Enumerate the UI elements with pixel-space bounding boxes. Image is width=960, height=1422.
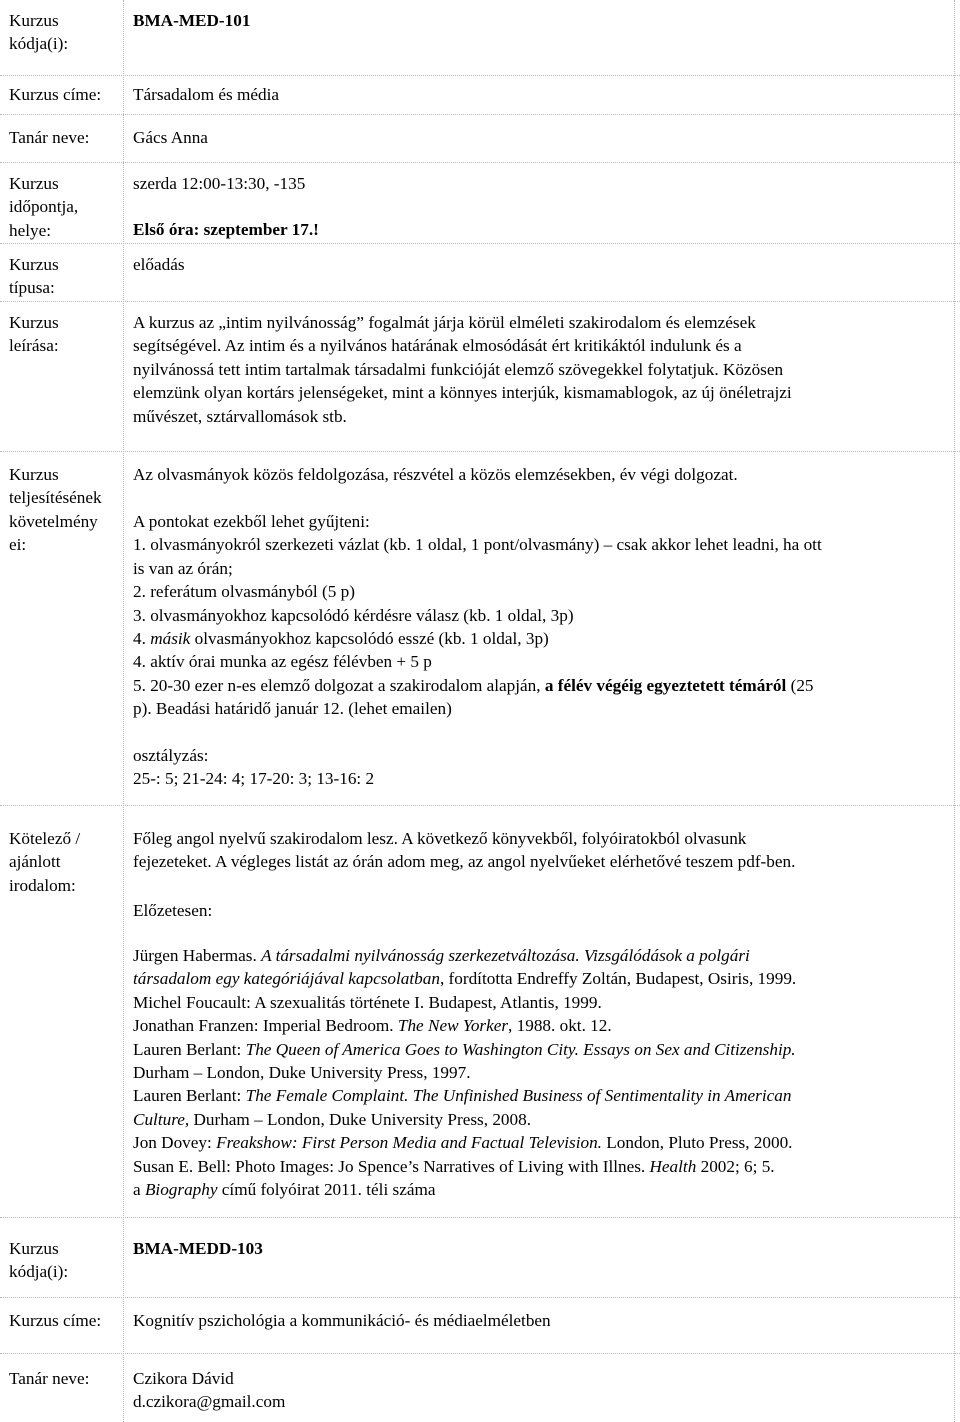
course-type: előadás — [133, 255, 185, 274]
requirement-item: p). Beadási határidő január 12. (lehet emailen) — [133, 699, 452, 719]
bibliography-item: Lauren Berlant: The Female Complaint. The Unfinished Business of Sentimentality in American — [133, 1086, 792, 1106]
row-divider — [0, 1353, 960, 1354]
course2-code-label: Kurzus kódja(i): — [9, 1239, 69, 1282]
requirement-item: is van az órán; — [133, 558, 233, 578]
points-title: A pontokat ezekből lehet gyűjteni: — [133, 512, 370, 531]
bibliography-item: Durham – London, Duke University Press, 1997. — [133, 1063, 471, 1083]
row-divider — [0, 162, 960, 163]
requirement-item: 4. másik olvasmányokhoz kapcsolódó esszé (kb. 1 oldal, 3p) — [133, 629, 549, 649]
course2-code: BMA-MEDD-103 — [133, 1239, 263, 1258]
requirements-list — [133, 510, 920, 721]
grading-scale: 25-: 5; 21-24: 4; 17-20: 3; 13-16: 2 — [133, 769, 375, 789]
bibliography-item: Jonathan Franzen: Imperial Bedroom. The New Yorker, 1988. okt. 12. — [133, 1016, 612, 1036]
teacher-name: Gács Anna — [133, 128, 208, 147]
requirement-item: 5. 20-30 ezer n-es elemző dolgozat a szakirodalom alapján, a félév végéig egyeztetett témáról (25 — [133, 675, 814, 695]
column-divider — [123, 0, 124, 1422]
bibliography-item: Michel Foucault: A szexualitás története I. Budapest, Atlantis, 1999. — [133, 992, 602, 1012]
teacher-email: d.czikora@gmail.com — [133, 1392, 286, 1412]
bibliography-item: a Biography című folyóirat 2011. téli száma — [133, 1180, 436, 1200]
course2-title: Kognitív pszichológia a kommunikáció- és médiaelméletben — [133, 1311, 551, 1330]
row-divider — [0, 301, 960, 302]
literature-label: Kötelező / ajánlott irodalom: — [9, 829, 81, 895]
bibliography — [133, 944, 920, 1201]
time-place-label: Kurzus időpontja, helye: — [9, 174, 79, 240]
right-border — [954, 0, 955, 1422]
first-class-date: Első óra: szeptember 17.! — [133, 220, 319, 239]
literature-intro: Főleg angol nyelvű szakirodalom lesz. A következő könyvekből, folyóiratokból olvasunk fejezeteket. A végleges listát az órán adom meg, az angol nyelvűeket elérhetővé teszem pdf-ben. — [133, 829, 796, 872]
grading-title: osztályzás: — [133, 746, 209, 765]
row-divider — [0, 75, 960, 76]
course2-teacher-label: Tanár neve: — [9, 1369, 90, 1388]
row-divider — [0, 805, 960, 806]
bibliography-item: Lauren Berlant: The Queen of America Goes to Washington City. Essays on Sex and Citizenship. — [133, 1039, 796, 1059]
requirement-item: 1. olvasmányokról szerkezeti vázlat (kb. 1 oldal, 1 pont/olvasmány) – csak akkor lehet leadni, ha ott — [133, 535, 822, 555]
bibliography-item: Jon Dovey: Freakshow: First Person Media and Factual Television. London, Pluto Press, 2000. — [133, 1133, 793, 1153]
bibliography-item: Susan E. Bell: Photo Images: Jo Spence’s Narratives of Living with Illnes. Health 2002; 6; 5. — [133, 1156, 775, 1176]
section-divider — [0, 1217, 960, 1218]
course-code-label: Kurzus kódja(i): — [9, 11, 69, 54]
bibliography-item: Jürgen Habermas. A társadalmi nyilvánosság szerkezetváltozása. Vizsgálódások a polgári — [133, 946, 750, 965]
bibliography-item: társadalom egy kategóriájával kapcsolatban, fordította Endreffy Zoltán, Budapest, Osiris, 1999. — [133, 969, 797, 989]
row-divider — [0, 1297, 960, 1298]
time-place: szerda 12:00-13:30, -135 — [133, 174, 306, 193]
literature-preliminary: Előzetesen: — [133, 901, 213, 920]
row-divider — [0, 114, 960, 115]
course-code: BMA-MED-101 — [133, 11, 251, 30]
requirements-label: Kurzus teljesítésének követelmény ei: — [9, 465, 102, 555]
row-divider — [0, 243, 960, 244]
teacher-name: Czikora Dávid — [133, 1369, 234, 1388]
course-description: A kurzus az „intim nyilvánosság” fogalmát járja körül elméleti szakirodalom és elemzések segítségével. Az intim és a nyilvános határának elmosódását ért kritikáktól indulunk és a nyilvánossá tett intim tartalmak társadalmi funkcióját elemző szövegekkel folytatjuk. Közösen elemzünk olyan kortárs jelenségeket, mint a könnyes interjúk, kismamablogok, az új önéletrajzi művészet, sztárvallomások stb. — [133, 313, 792, 426]
requirement-item: 4. aktív órai munka az egész félévben + 5 p — [133, 652, 432, 672]
course-title: Társadalom és média — [133, 85, 280, 104]
course2-title-label: Kurzus címe: — [9, 1311, 102, 1330]
course2-teacher — [133, 1367, 920, 1414]
course-type-label: Kurzus típusa: — [9, 255, 59, 298]
course-title-label: Kurzus címe: — [9, 85, 102, 104]
requirement-item: 2. referátum olvasmányból (5 p) — [133, 582, 355, 602]
row-divider — [0, 451, 960, 452]
requirements-intro: Az olvasmányok közös feldolgozása, részvétel a közös elemzésekben, év végi dolgozat. — [133, 465, 738, 484]
course-description-label: Kurzus leírása: — [9, 313, 59, 356]
bibliography-item: Culture, Durham – London, Duke University Press, 2008. — [133, 1109, 531, 1129]
requirement-item: 3. olvasmányokhoz kapcsolódó kérdésre válasz (kb. 1 oldal, 3p) — [133, 605, 574, 625]
grading — [133, 744, 920, 791]
teacher-label: Tanár neve: — [9, 128, 90, 147]
